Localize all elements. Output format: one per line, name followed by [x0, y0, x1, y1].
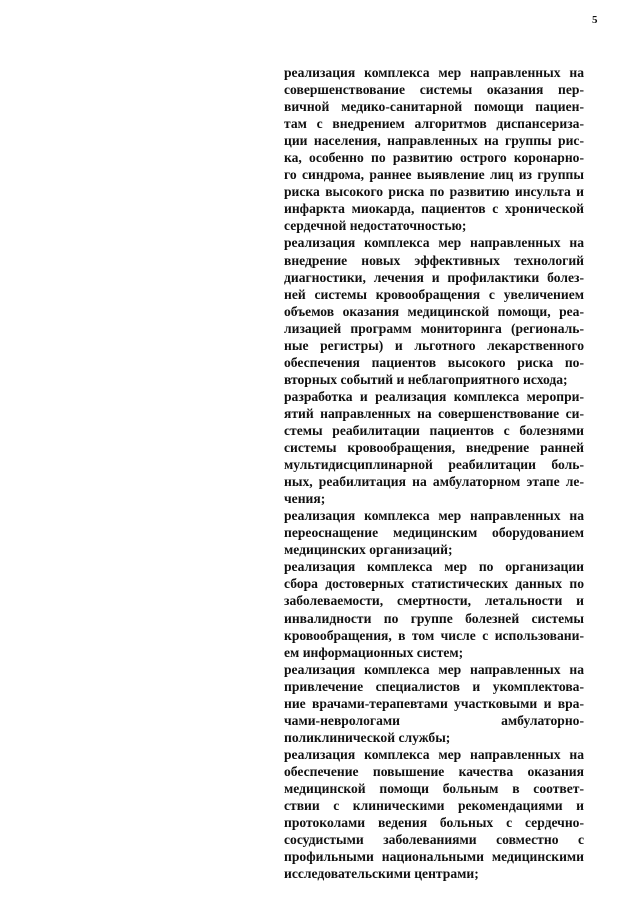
text-line: ка, особенно по развитию острого коронарно- — [284, 150, 584, 166]
text-line: реализация комплекса мер направленных на — [284, 235, 584, 251]
text-line: инфаркта миокарда, пациентов с хронической — [284, 201, 584, 217]
text-line: привлечение специалистов и укомплектова- — [284, 678, 584, 694]
paragraph — [284, 661, 584, 746]
text-line: кровообращения, в том числе с использовани- — [284, 627, 584, 643]
text-line: мультидисциплинарной реабилитации боль- — [284, 457, 584, 473]
text-line: реализация комплекса мер направленных на — [284, 661, 584, 677]
text-line: реализация комплекса мер направленных на — [284, 65, 584, 80]
text-line: обеспечение повышение качества оказания — [284, 763, 584, 779]
paragraph — [284, 507, 584, 558]
text-line: поликлинической службы; — [284, 729, 451, 745]
text-line: переоснащение медицинским оборудованием — [284, 525, 584, 541]
text-line: го синдрома, раннее выявление лиц из группы — [284, 167, 584, 183]
text-line: сосудистыми заболеваниями совместно с — [284, 832, 584, 848]
body-text — [284, 64, 584, 882]
text-line: реализация комплекса мер направленных на — [284, 746, 584, 762]
paragraph — [284, 746, 584, 882]
text-line: лизацией программ мониторинга (региональ- — [284, 320, 584, 336]
text-line: ных, реабилитация на амбулаторном этапе ле- — [284, 474, 584, 490]
paragraph — [284, 388, 584, 507]
text-line: сбора достоверных статистических данных по — [284, 576, 584, 592]
paragraph — [284, 234, 584, 387]
text-line: вичной медико-санитарной помощи пациен- — [284, 99, 584, 115]
text-line: реализация комплекса мер по организации — [284, 559, 584, 575]
text-line: ние врачами-терапевтами участковыми и вра- — [284, 695, 584, 711]
text-line: стемы реабилитации пациентов с болезнями — [284, 422, 584, 438]
text-line: риска высокого риска по развитию инсульта и — [284, 184, 584, 200]
text-line: заболеваемости, смертности, летальности и — [284, 593, 584, 609]
text-line: профильными национальными медицинскими — [284, 849, 584, 865]
text-line: обеспечения пациентов высокого риска по- — [284, 354, 584, 370]
text-line: совершенствование системы оказания пер- — [284, 82, 584, 98]
text-line: инвалидности по группе болезней системы — [284, 610, 584, 626]
text-line: ем информационных систем; — [284, 644, 464, 660]
paragraph — [284, 558, 584, 660]
text-line: медицинской помощи больным в соответ- — [284, 780, 584, 796]
text-line: ней системы кровообращения с увеличением — [284, 286, 584, 302]
text-line: ятий направленных на совершенствование си- — [284, 405, 584, 421]
text-line: ции населения, направленных на группы рис- — [284, 133, 584, 149]
page-number: 5 — [592, 14, 598, 26]
text-line: там с внедрением алгоритмов диспансериза- — [284, 116, 584, 132]
text-line: сердечной недостаточностью; — [284, 218, 467, 234]
text-line: исследовательскими центрами; — [284, 866, 479, 882]
text-line: внедрение новых эффективных технологий — [284, 252, 584, 268]
text-line: системы кровообращения, внедрение ранней — [284, 440, 584, 456]
text-line: реализация комплекса мер направленных на — [284, 508, 584, 524]
text-line: чами-неврологами амбулаторно- — [284, 712, 584, 728]
text-line: медицинских организаций; — [284, 542, 453, 558]
text-line: чения; — [284, 491, 326, 507]
paragraph — [284, 64, 584, 234]
text-line: ствии с клиническими рекомендациями и — [284, 798, 584, 814]
text-line: протоколами ведения больных с сердечно- — [284, 815, 584, 831]
text-line: ные регистры) и льготного лекарственного — [284, 337, 584, 353]
text-line: диагностики, лечения и профилактики болез- — [284, 269, 584, 285]
text-line: объемов оказания медицинской помощи, реа- — [284, 303, 584, 319]
text-line: разработка и реализация комплекса меропри- — [284, 388, 584, 404]
text-line: вторных событий и неблагоприятного исхода; — [284, 371, 568, 387]
